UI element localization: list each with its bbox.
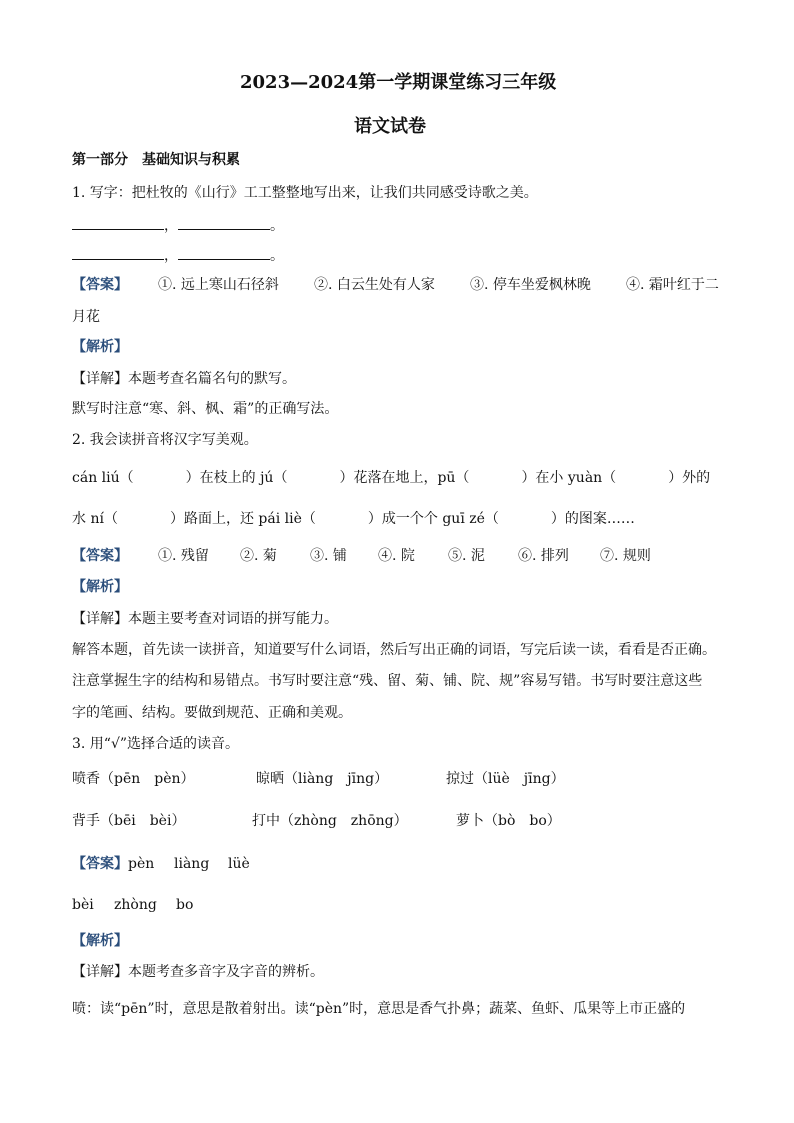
answer-item: ①. 残留: [158, 548, 209, 564]
analysis-tag: 【解析】: [72, 933, 128, 949]
answer-item: bèi: [72, 897, 94, 913]
choice-item: 背手（bēi bèi）: [72, 813, 186, 829]
answer-lines-2: ， 。: [72, 246, 284, 265]
question-1: 1. 写字：把杜牧的《山行》工工整整地写出来，让我们共同感受诗歌之美。: [72, 185, 538, 201]
answer-item: ⑤. 泥: [448, 548, 485, 564]
analysis-tag: 【解析】: [72, 339, 128, 355]
detail-text: 注意掌握生字的结构和易错点。书写时要注意“残、留、菊、铺、院、规”容易写错。书写时要注意这些: [72, 673, 703, 689]
answer-item: zhòng: [114, 897, 157, 913]
answer-item: ④. 霜叶红于二: [626, 277, 719, 293]
analysis-tag: 【解析】: [72, 579, 128, 595]
answer-tag: 【答案】: [72, 548, 128, 564]
answer-item: ④. 院: [378, 548, 415, 564]
blank-line: [178, 216, 270, 230]
blank-line: [178, 246, 270, 260]
pinyin-line-1: cán liú（ ）在枝上的 jú（ ）花落在地上，pū（ ）在小 yuàn（ ）外的: [72, 470, 711, 486]
answer-continuation: 月花: [72, 309, 100, 325]
choice-item: 掠过（lüè jīng）: [446, 771, 565, 787]
detail-text: 字的笔画、结构。要做到规范、正确和美观。: [72, 705, 352, 721]
blank-line: [72, 216, 164, 230]
answer-item: liàng: [174, 856, 210, 872]
detail-text: 解答本题，首先读一读拼音，知道要写什么词语，然后写出正确的词语，写完后读一读，看看是否正确。: [72, 642, 716, 658]
page-subtitle: 语文试卷: [354, 116, 426, 137]
answer-item: ③. 停车坐爱枫林晚: [470, 277, 591, 293]
choice-item: 打中（zhòng zhōng）: [252, 813, 408, 829]
answer-item: ⑦. 规则: [600, 548, 651, 564]
detail-text: 【详解】本题主要考查对词语的拼写能力。: [72, 611, 338, 627]
answer-item: lüè: [228, 856, 250, 872]
choice-item: 喷香（pēn pèn）: [72, 771, 195, 787]
answer-tag: 【答案】: [72, 856, 128, 872]
choice-item: 晾晒（liàng jīng）: [256, 771, 389, 787]
page-title: 2023—2024第一学期课堂练习三年级: [240, 72, 557, 93]
choice-item: 萝卜（bò bo）: [456, 813, 561, 829]
answer-item: ②. 菊: [240, 548, 277, 564]
question-3: 3. 用“√”选择合适的读音。: [72, 736, 240, 752]
detail-text: 【详解】本题考查名篇名句的默写。: [72, 371, 296, 387]
answer-item: ②. 白云生处有人家: [314, 277, 435, 293]
answer-tag: 【答案】: [72, 277, 128, 293]
detail-text: 默写时注意“寒、斜、枫、霜”的正确写法。: [72, 401, 339, 417]
answer-item: ①. 远上寒山石径斜: [158, 277, 279, 293]
blank-line: [72, 246, 164, 260]
pinyin-line-2: 水 ní（ ）路面上，还 pái liè（ ）成一个个 guī zé（ ）的图案……: [72, 511, 635, 527]
answer-lines-1: ， 。: [72, 216, 284, 235]
answer-item: ③. 铺: [310, 548, 347, 564]
answer-item: ⑥. 排列: [518, 548, 569, 564]
question-2: 2. 我会读拼音将汉字写美观。: [72, 432, 258, 448]
answer-item: bo: [176, 897, 194, 913]
detail-text: 喷：读“pēn”时，意思是散着射出。读“pèn”时，意思是香气扑鼻；蔬菜、鱼虾、瓜果等上市正盛的: [72, 1001, 686, 1017]
detail-text: 【详解】本题考查多音字及字音的辨析。: [72, 964, 324, 980]
section-heading: 第一部分 基础知识与积累: [72, 152, 240, 168]
answer-item: pèn: [128, 856, 155, 872]
